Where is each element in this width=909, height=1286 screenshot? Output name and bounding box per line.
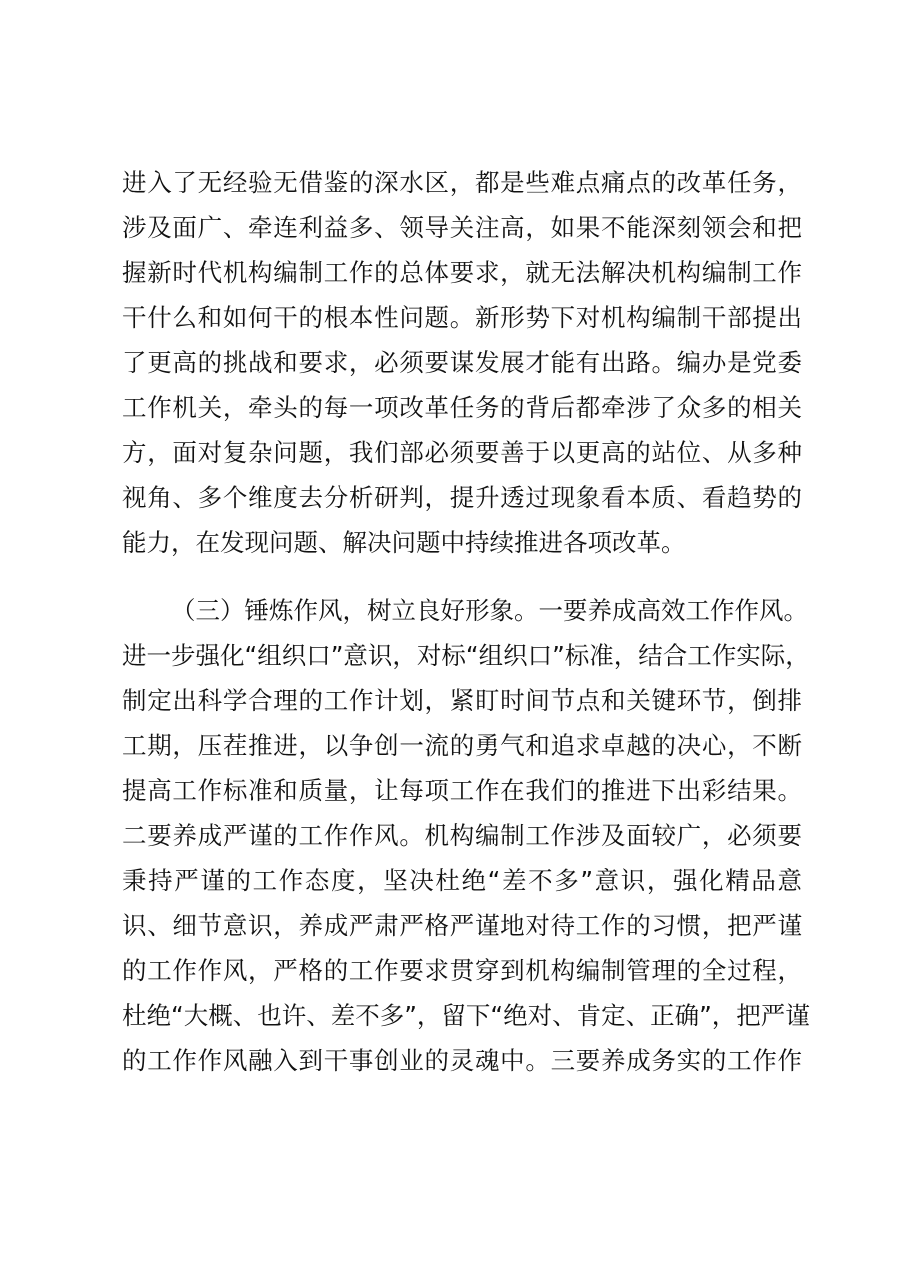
text-line: 涉及面广、牵连利益多、领导关注高，如果不能深刻领会和把 bbox=[122, 213, 802, 242]
text-line: 二要养成严谨的工作作风。机构编制工作涉及面较广，必须要 bbox=[122, 821, 802, 850]
text-line: 握新时代机构编制工作的总体要求，就无法解决机构编制工作 bbox=[122, 258, 802, 287]
text-line: 能力，在发现问题、解决问题中持续推进各项改革。 bbox=[122, 528, 686, 557]
text-line: 了更高的挑战和要求，必须要谋发展才能有出路。编办是党委 bbox=[122, 348, 802, 377]
text-line: 进入了无经验无借鉴的深水区，都是些难点痛点的改革任务， bbox=[122, 168, 802, 197]
section-heading-line: （三）锤炼作风，树立良好形象。一要养成高效工作作风。 bbox=[171, 596, 808, 625]
text-line: 的工作作风融入到干事创业的灵魂中。三要养成务实的工作作 bbox=[122, 1046, 802, 1075]
text-line: 视角、多个维度去分析研判，提升透过现象看本质、看趋势的 bbox=[122, 483, 802, 512]
text-line: 的工作作风，严格的工作要求贯穿到机构编制管理的全过程， bbox=[122, 956, 802, 985]
text-line: 提高工作标准和质量，让每项工作在我们的推进下出彩结果。 bbox=[122, 776, 802, 805]
text-line: 方，面对复杂问题，我们部必须要善于以更高的站位、从多种 bbox=[122, 438, 802, 467]
text-line: 秉持严谨的工作态度，坚决杜绝“差不多”意识，强化精品意 bbox=[122, 866, 802, 895]
text-line: 制定出科学合理的工作计划，紧盯时间节点和关键环节，倒排 bbox=[122, 686, 802, 715]
text-line: 干什么和如何干的根本性问题。新形势下对机构编制干部提出 bbox=[122, 303, 802, 332]
text-line: 进一步强化“组织口”意识，对标“组织口”标准，结合工作实际， bbox=[122, 641, 810, 670]
text-line: 工作机关，牵头的每一项改革任务的背后都牵涉了众多的相关 bbox=[122, 393, 802, 422]
text-line: 识、细节意识，养成严肃严格严谨地对待工作的习惯，把严谨 bbox=[122, 911, 802, 940]
text-line: 工期，压茬推进，以争创一流的勇气和追求卓越的决心，不断 bbox=[122, 731, 802, 760]
text-line: 杜绝“大概、也许、差不多”，留下“绝对、肯定、正确”，把严谨 bbox=[122, 1001, 810, 1030]
